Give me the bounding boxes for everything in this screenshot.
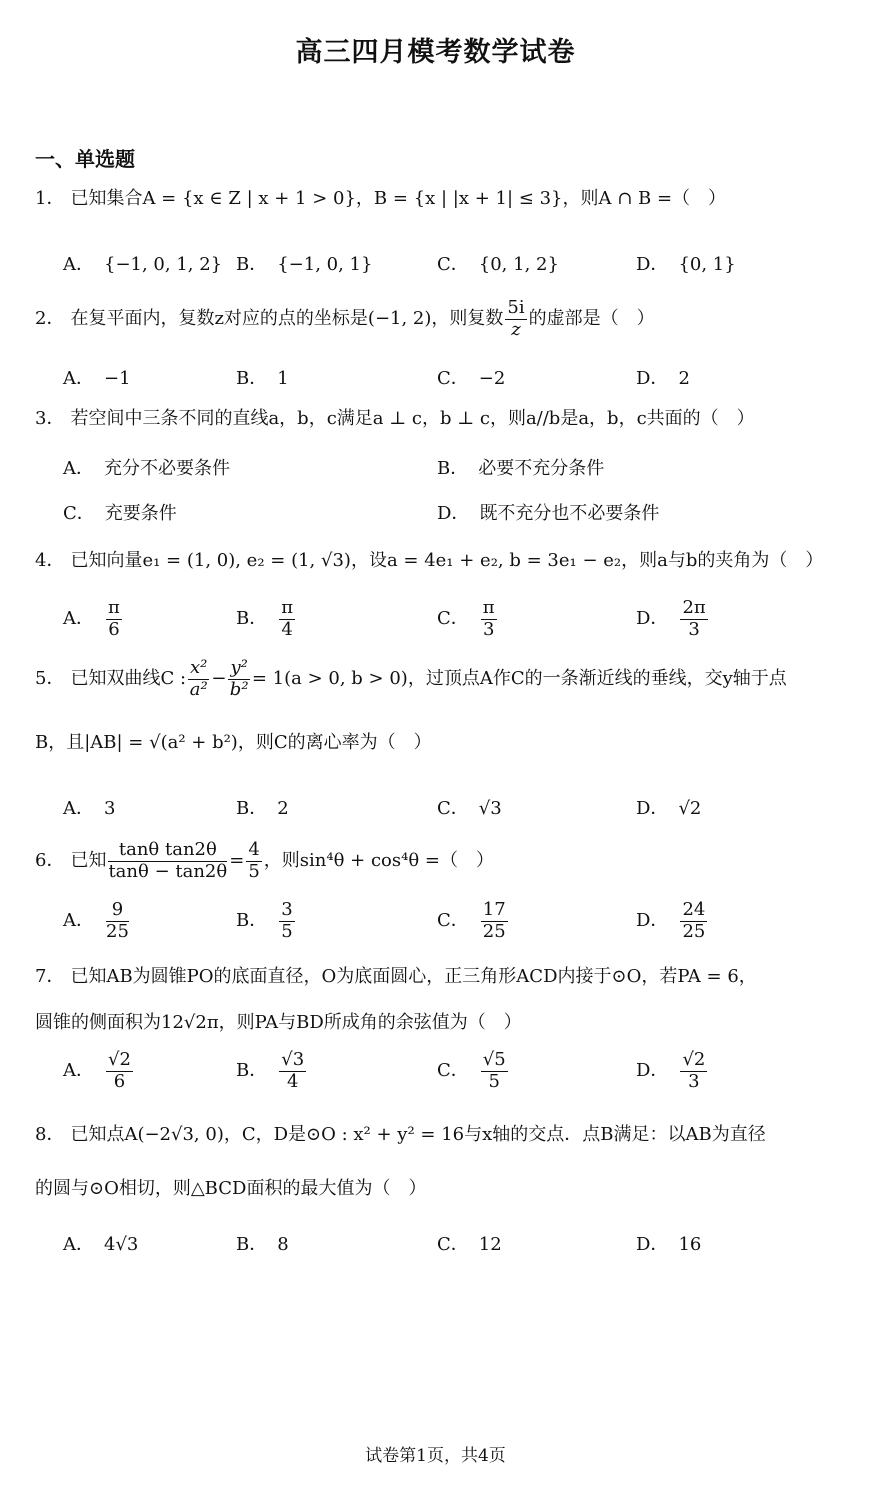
option-d: D． $\frac{2\pi}{3}$ bbox=[636, 597, 706, 640]
question-number: 6． bbox=[35, 850, 65, 872]
option-d: D． 2 bbox=[636, 368, 690, 389]
option-c: C． 12 bbox=[437, 1234, 502, 1255]
question-text: 若空间中三条不同的直线a，b，c满足a ⊥ c，b ⊥ c，则a//b是a，b，c共面的（ ） bbox=[70, 408, 755, 429]
question-number: 3． bbox=[35, 408, 65, 429]
option-b: B． 8 bbox=[236, 1234, 289, 1255]
question-text: 已知AB为圆锥PO的底面直径，O为底面圆心，正三角形ACD内接于⊙O，若PA = 6， bbox=[70, 966, 757, 987]
question-8-line-2: 的圆与⊙O相切，则△BCD面积的最大值为（ ） bbox=[35, 1178, 427, 1199]
option-a: A． $\frac{√2}{6}$ bbox=[63, 1049, 131, 1092]
page-title: 高三四月模考数学试卷 bbox=[295, 37, 576, 68]
option-b: B． $\frac{√3}{4}$ bbox=[236, 1049, 305, 1092]
question-number: 8． bbox=[35, 1124, 65, 1145]
question-8 bbox=[35, 1124, 766, 1146]
option-a: A． 充分不必要条件 bbox=[63, 458, 230, 479]
question-7-line-2: 圆锥的侧面积为12√2π，则PA与BD所成角的余弦值为（ ） bbox=[35, 1012, 522, 1033]
option-c: C． $\frac{√5}{5}$ bbox=[437, 1049, 506, 1092]
option-d: D． 16 bbox=[636, 1234, 702, 1255]
option-c: C． −2 bbox=[437, 368, 506, 389]
option-a: A． 3 bbox=[63, 798, 116, 819]
section-heading: 一、单选题 bbox=[35, 147, 135, 171]
question-text: 已知向量e₁ = (1, 0), e₂ = (1, √3)，设a = 4e₁ + e₂, b = 3e₁ − e₂，则a与b的夹角为（ ） bbox=[70, 550, 824, 571]
question-text: 已知集合A = {x ∈ Z | x + 1 > 0}，B = {x | |x + 1| ≤ 3}，则A ∩ B =（ ） bbox=[70, 188, 727, 209]
question-2: 2． 在复平面内，复数z对应的点的坐标是(−1, 2)，则复数 $\frac{5i}{z}$ 的虚部是（ ） bbox=[35, 297, 655, 340]
option-d: D． $\frac{24}{25}$ bbox=[636, 899, 706, 942]
option-b: B． 2 bbox=[236, 798, 289, 819]
option-a: A． $\frac{\pi}{6}$ bbox=[63, 597, 120, 640]
question-number: 4． bbox=[35, 550, 65, 571]
question-5: 5． 已知双曲线C : $\frac{\text{x²}}{\text{a²}}$ − $\frac{\text{y²}}{\text{b²}}$ = 1(a > 0, b > 0)，过顶点A作C的一条渐近线的垂线，交y轴于点 bbox=[35, 657, 787, 700]
option-c: C． 充要条件 bbox=[63, 503, 177, 524]
option-a: A． 4√3 bbox=[63, 1234, 139, 1255]
option-c: C． √3 bbox=[437, 798, 502, 819]
question-5-line-2: B，且|AB| = √(a² + b²)，则C的离心率为（ ） bbox=[35, 732, 432, 753]
question-number: 5． bbox=[35, 668, 65, 690]
option-b: B． $\frac{3}{5}$ bbox=[236, 899, 293, 942]
option-d: D． $\frac{√2}{3}$ bbox=[636, 1049, 706, 1092]
question-text: 已知点A(−2√3, 0)，C，D是⊙O : x² + y² = 16与x轴的交点．点B满足：以AB为直径 bbox=[70, 1124, 766, 1145]
question-1 bbox=[35, 188, 726, 210]
fraction: $\frac{5i}{z}$ bbox=[507, 297, 525, 340]
option-c: C． $\frac{\pi}{3}$ bbox=[437, 597, 495, 640]
question-3 bbox=[35, 408, 755, 430]
option-a: A． $\frac{9}{25}$ bbox=[63, 899, 129, 942]
question-text: 在复平面内，复数z对应的点的坐标是(−1, 2)，则复数 bbox=[70, 308, 504, 330]
option-b: B． 必要不充分条件 bbox=[437, 458, 605, 479]
option-b: B． {−1, 0, 1} bbox=[236, 254, 373, 275]
question-7 bbox=[35, 966, 757, 988]
question-number: 7． bbox=[35, 966, 65, 987]
question-number: 2． bbox=[35, 308, 65, 330]
question-6: 6． 已知 $\frac{\text{tanθ tan2θ}}{\tan\theta - \tan 2\theta}$ = $\frac{4}{5}$ ，则sin⁴θ + cos⁴θ =（ ） bbox=[35, 839, 494, 882]
option-a: A． {−1, 0, 1, 2} bbox=[63, 254, 223, 275]
option-b: B． $\frac{\pi}{4}$ bbox=[236, 597, 294, 640]
option-a: A． −1 bbox=[63, 368, 131, 389]
page-footer: 试卷第1页，共4页 bbox=[365, 1446, 506, 1466]
option-d: D． {0, 1} bbox=[636, 254, 736, 275]
question-number: 1． bbox=[35, 188, 65, 209]
option-c: C． $\frac{17}{25}$ bbox=[437, 899, 506, 942]
option-b: B． 1 bbox=[236, 368, 289, 389]
question-4 bbox=[35, 550, 823, 572]
option-c: C． {0, 1, 2} bbox=[437, 254, 559, 275]
option-d: D． √2 bbox=[636, 798, 702, 819]
option-d: D． 既不充分也不必要条件 bbox=[437, 503, 660, 524]
